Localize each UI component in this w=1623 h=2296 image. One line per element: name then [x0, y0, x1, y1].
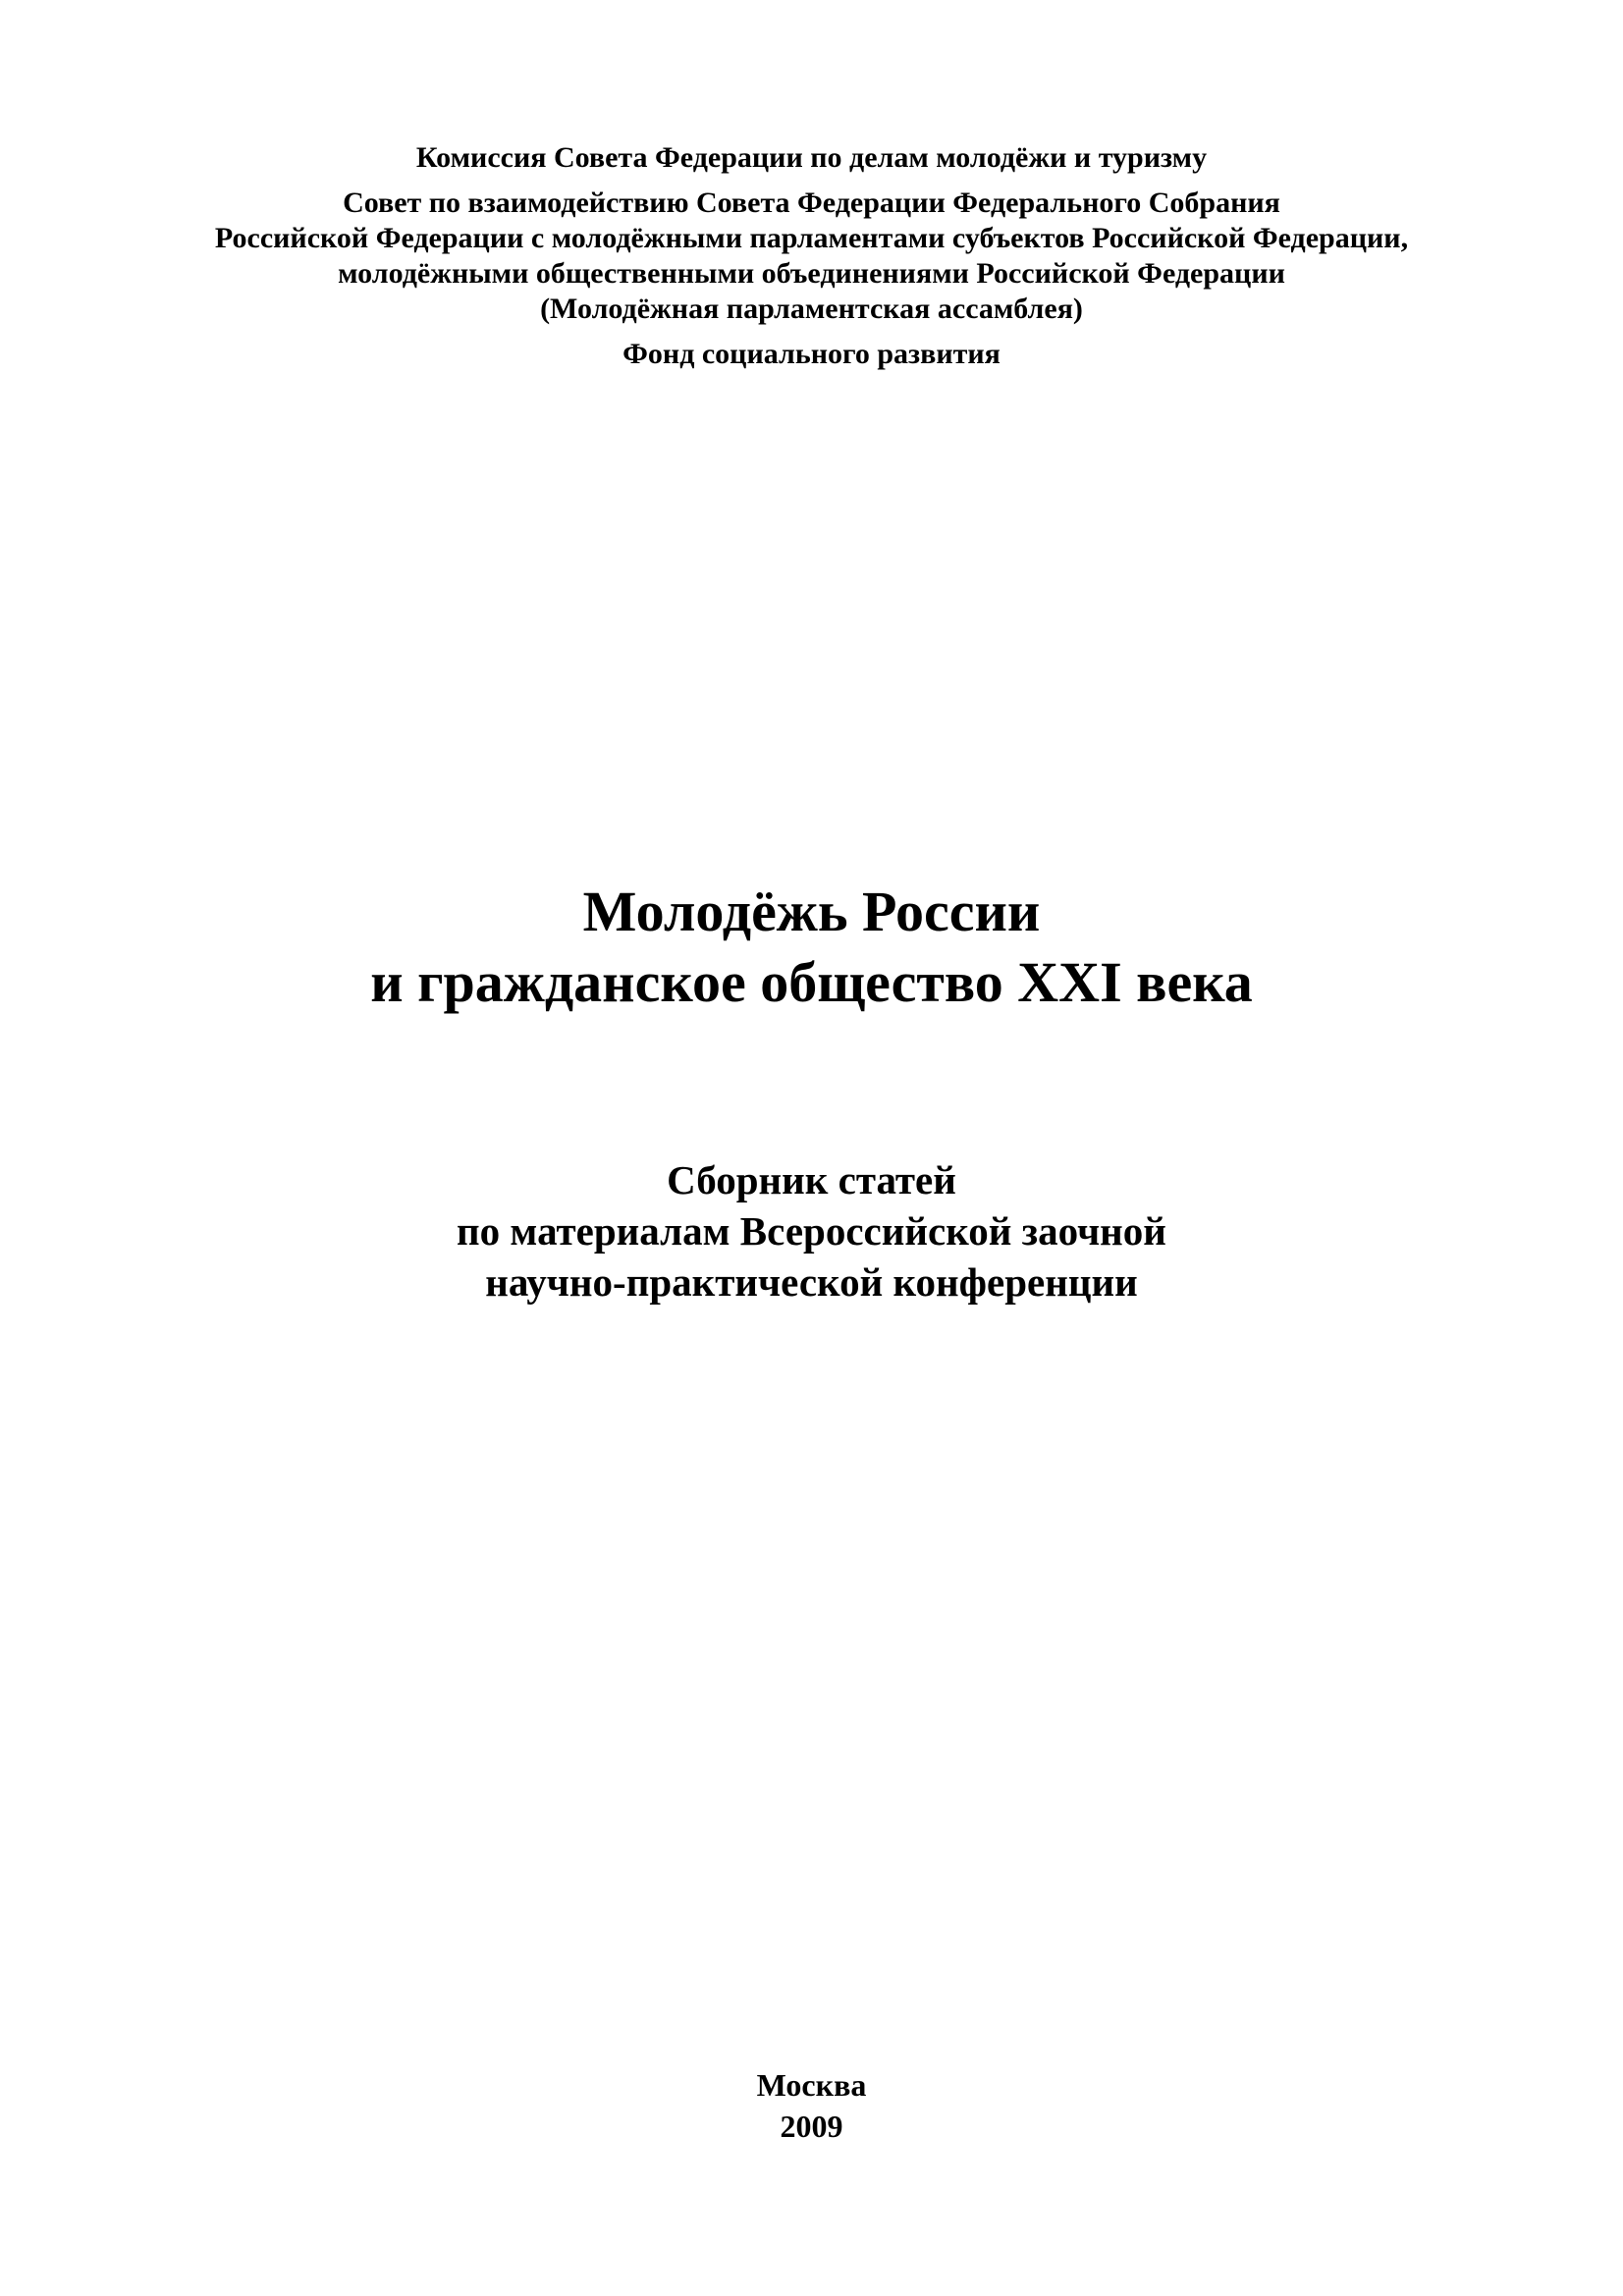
- organization-line: молодёжными общественными объединениями Российской Федерации: [338, 257, 1285, 290]
- book-title-line-2: и гражданское общество XXI века: [370, 950, 1253, 1014]
- organization-line: Фонд социального развития: [622, 338, 1001, 370]
- organization-line: Комиссия Совета Федерации по делам молодёжи и туризму: [415, 141, 1208, 174]
- organization-line: (Молодёжная парламентская ассамблея): [540, 293, 1083, 325]
- book-subtitle-line-3: научно-практической конференции: [485, 1259, 1138, 1305]
- publication-year: 2009: [780, 2109, 843, 2144]
- imprint: [0, 2064, 1623, 2147]
- organizations-header: [0, 140, 1623, 372]
- organization-line: Совет по взаимодействию Совета Федерации Федерального Собрания: [343, 187, 1280, 219]
- publication-city: Москва: [756, 2067, 867, 2103]
- book-title-line-1: Молодёжь России: [582, 880, 1041, 943]
- book-subtitle-line-2: по материалам Всероссийской заочной: [457, 1208, 1166, 1254]
- book-subtitle-line-1: Сборник статей: [667, 1157, 956, 1202]
- organization-line: Российской Федерации с молодёжными парламентами субъектов Российской Федерации,: [214, 222, 1409, 254]
- book-subtitle: [0, 1154, 1623, 1308]
- book-title: [0, 877, 1623, 1018]
